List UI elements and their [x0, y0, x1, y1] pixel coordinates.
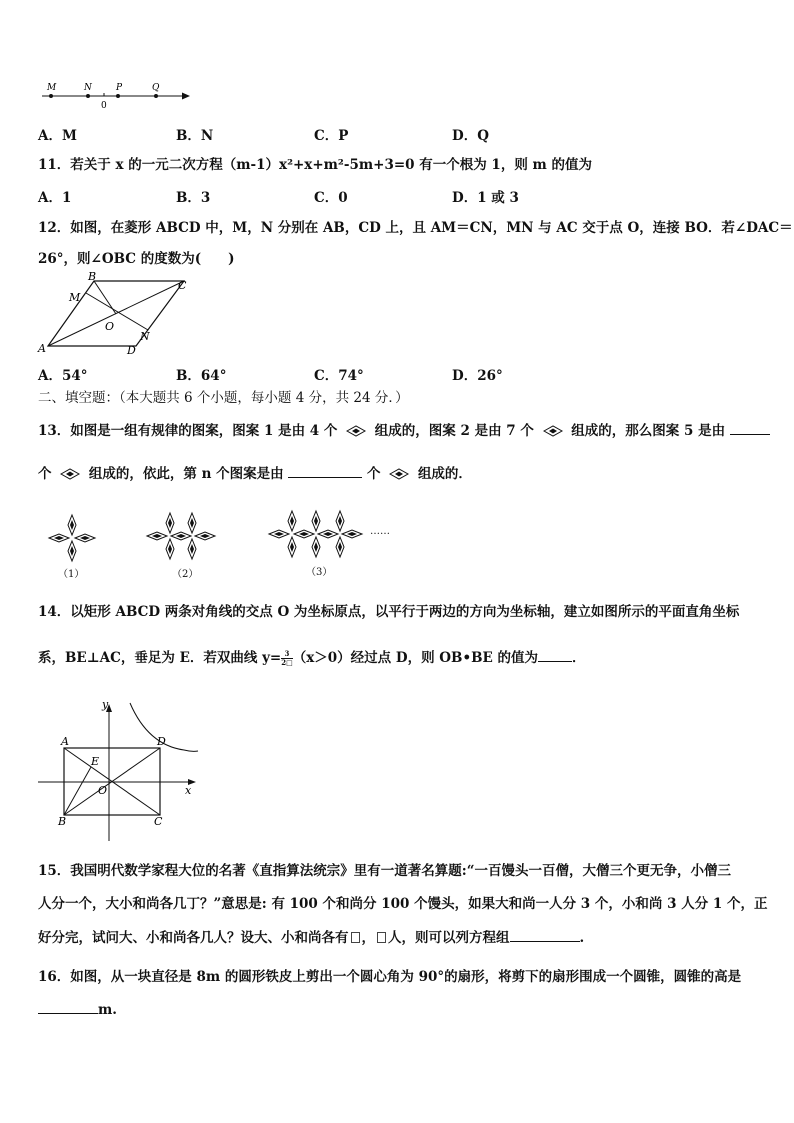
q14-answer-blank[interactable]	[538, 648, 572, 662]
diamond-icon	[346, 425, 366, 437]
q16-answer-blank[interactable]	[38, 1000, 98, 1014]
q16-line1: 16．如图，从一块直径是 8m 的圆形铁皮上剪出一个圆心角为 90°的扇形，将剪下的扇形围成一个圆锥，圆锥的高是	[38, 969, 742, 985]
point-p	[116, 94, 120, 98]
pattern-2-diamonds	[147, 513, 215, 559]
coordinate-figure	[36, 695, 200, 845]
q14-text-2a: 系，BE⊥AC，垂足为 E．若双曲线 y=	[38, 650, 282, 666]
label-b: B	[88, 270, 97, 283]
point-q	[154, 94, 158, 98]
label-e: E	[91, 755, 100, 768]
q11-option-d[interactable]: D．1 或 3	[452, 190, 519, 206]
q13-answer-blank-2[interactable]	[288, 464, 362, 478]
label-o: O	[105, 320, 115, 333]
q12-option-b[interactable]: B．64°	[176, 368, 227, 384]
q11-stem: 11．若关于 x 的一元二次方程（m-1）x²+x+m²-5m+3=0 有一个根为 1，则 m 的值为	[38, 157, 593, 173]
q12-option-c[interactable]: C．74°	[314, 368, 364, 384]
pattern-caption-3: （3）	[306, 567, 333, 578]
q15-text-3c: 人，则可以列方程组	[388, 930, 510, 946]
label-zero: 0	[101, 101, 107, 111]
label-o: O	[98, 784, 108, 797]
label-b: B	[58, 815, 67, 828]
q12-stem-line2: 26°，则∠OBC 的度数为( )	[38, 251, 235, 267]
pattern-1-diamonds	[49, 515, 95, 561]
q13-text-2a: 个	[38, 466, 52, 482]
point-n	[86, 94, 90, 98]
q10-option-b[interactable]: B．N	[176, 128, 214, 144]
q16-line2	[38, 1000, 117, 1019]
label-p: P	[116, 83, 123, 93]
q12-option-d[interactable]: D．26°	[452, 368, 503, 384]
section-2-heading: 二、填空题：（本大题共 6 个小题，每小题 4 分，共 24 分．）	[38, 390, 409, 406]
pattern-3-diamonds	[269, 511, 362, 557]
q14-frac-num: 3	[284, 649, 290, 658]
q14-text-2c: ．	[571, 650, 586, 666]
label-x: x	[185, 784, 192, 797]
q10-option-c[interactable]: C．P	[314, 128, 349, 144]
q15-line2: 人分一个，大小和尚各几丁？”意思是: 有 100 个和尚分 100 个馒头，如果大和尚一人分 3 个，小和尚 3 人分 1 个，正	[38, 896, 768, 912]
q15-text-3d: .	[579, 930, 585, 946]
rhombus-figure	[36, 270, 206, 356]
pattern-ellipsis: ……	[370, 526, 390, 537]
number-line-figure	[38, 76, 198, 112]
q13-text-1b: 组成的，图案 2 是由 7 个	[374, 423, 534, 439]
q13-text-2d: 组成的．	[417, 466, 472, 482]
placeholder-box	[377, 932, 386, 943]
diamond-icon	[543, 425, 563, 437]
q14-line1: 14．以矩形 ABCD 两条对角线的交点 O 为坐标原点，以平行于两边的方向为坐标轴，建立如图所示的平面直角坐标	[38, 604, 740, 620]
q13-text-2b: 组成的，依此，第 n 个图案是由	[88, 466, 284, 482]
q15-text-3b: ，	[361, 930, 375, 946]
label-y: y	[102, 698, 109, 711]
label-n: N	[84, 83, 92, 93]
q15-text-3a: 好分完，试问大、小和尚各几人？设大、小和尚各有	[38, 930, 349, 946]
q14-line2	[38, 648, 585, 667]
q12-option-a[interactable]: A．54°	[38, 368, 88, 384]
q10-option-a[interactable]: A．M	[38, 128, 77, 144]
diamond-icon	[389, 468, 409, 480]
q16-text-2b: m.	[98, 1002, 117, 1018]
q13-answer-blank-1[interactable]	[730, 421, 770, 435]
label-m: M	[69, 291, 81, 304]
q13-text-1c: 组成的，那么图案 5 是由	[571, 423, 726, 439]
q15-answer-blank[interactable]	[510, 928, 580, 942]
label-c: C	[154, 815, 163, 828]
pattern-caption-1: （1）	[58, 569, 85, 580]
label-d: D	[127, 344, 136, 356]
pattern-figure-3	[266, 508, 366, 564]
label-q: Q	[152, 83, 160, 93]
q14-text-2b: （x＞0）经过点 D，则 OB•BE 的值为	[292, 650, 538, 666]
pattern-caption-2: （2）	[172, 569, 199, 580]
placeholder-box	[351, 932, 360, 943]
diamond-icon	[60, 468, 80, 480]
point-m	[49, 94, 53, 98]
q12-stem-line1: 12．如图，在菱形 ABCD 中，M，N 分别在 AB，CD 上，且 AM＝CN，MN 与 AC 交于点 O，连接 BO．若∠DAC＝	[38, 220, 793, 236]
label-n: N	[140, 330, 150, 343]
pattern-figure-1	[46, 512, 98, 564]
q15-line3	[38, 928, 584, 947]
label-c: C	[178, 279, 187, 292]
q13-text-1a: 13．如图是一组有规律的图案，图案 1 是由 4 个	[38, 423, 338, 439]
label-m: M	[47, 83, 57, 93]
q13-text-2c: 个	[367, 466, 381, 482]
q14-frac-den: 2□	[281, 658, 293, 667]
q11-option-c[interactable]: C．0	[314, 190, 348, 206]
q15-line1: 15．我国明代数学家程大位的名著《直指算法统宗》里有一道著名算题:“一百馒头一百僧，大僧三个更无争，小僧三	[38, 863, 732, 879]
pattern-figure-2	[144, 510, 218, 564]
q13-line1	[38, 421, 770, 440]
label-a: A	[38, 342, 46, 355]
q10-option-d[interactable]: D．Q	[452, 128, 489, 144]
q13-line2	[38, 464, 472, 483]
label-d: D	[157, 735, 166, 748]
q11-option-a[interactable]: A．1	[38, 190, 72, 206]
q14-fraction	[281, 650, 292, 667]
label-a: A	[61, 735, 69, 748]
q11-option-b[interactable]: B．3	[176, 190, 211, 206]
